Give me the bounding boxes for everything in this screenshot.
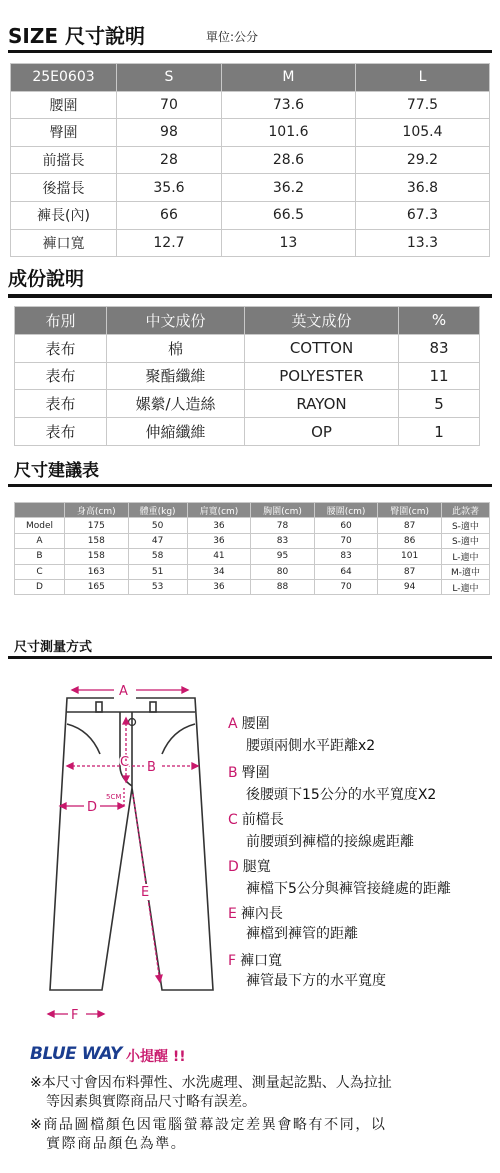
size-header-cell: 25E0603 [11,64,117,92]
table-cell: 70 [314,579,378,594]
table-cell: 83 [399,334,480,362]
table-cell: 86 [378,533,442,548]
table-cell: 5 [399,390,480,418]
table-row [11,201,490,229]
legend-letter: B [228,765,238,781]
size-table [10,63,490,257]
table-cell: 28.6 [221,146,355,174]
legend-desc: 褲管最下方的水平寬度 [246,973,386,989]
table-cell: 28 [117,146,222,174]
diagram-label-b: B [147,760,156,775]
pants-outline [50,698,213,990]
table-cell: C [15,564,65,579]
legend-item-c [228,810,284,830]
composition-section-title: 成份說明 [8,268,85,290]
diagram-label-c: C [120,755,130,770]
table-cell: 後擋長 [11,174,117,202]
legend-desc: 褲檔到褲管的距離 [246,926,358,942]
legend-item-d [228,857,271,877]
table-cell: 36 [187,579,251,594]
pants-measurement-diagram [0,668,220,1028]
size-table-header [11,64,490,92]
legend-desc: 腰頭兩側水平距離x2 [246,738,376,754]
size-unit-label: 單位:公分 [206,30,259,44]
suggest-header-cell: 身高(cm) [65,503,129,518]
table-cell: 50 [128,518,187,533]
suggest-header-cell: 體重(kg) [128,503,187,518]
table-cell: 94 [378,579,442,594]
table-cell: 88 [251,579,315,594]
table-cell: 70 [314,533,378,548]
legend-item-a [228,714,270,734]
suggest-section-title: 尺寸建議表 [14,461,99,481]
table-row [11,119,490,147]
table-cell: 11 [399,362,480,390]
composition-header-cell: 中文成份 [107,307,245,335]
table-cell: 83 [251,533,315,548]
table-row [11,229,490,257]
size-section-rule [8,50,492,53]
note-line: ※商品圖檔顏色因電腦螢幕設定差異會略有不同，以 [30,1117,387,1133]
diagram-label-a: A [119,684,128,699]
table-cell: S-適中 [441,518,489,533]
table-cell: L-適中 [441,549,489,564]
table-cell: 36 [187,533,251,548]
table-cell: OP [245,418,399,446]
suggest-table-header [15,503,490,518]
table-row [15,518,490,533]
table-cell: S-適中 [441,533,489,548]
brand-logo: BLUE WAY [30,1044,122,1064]
table-cell: 67.3 [355,201,489,229]
table-cell: 53 [128,579,187,594]
table-cell: 175 [65,518,129,533]
legend-desc: 前腰頭到褲檔的接線處距離 [246,834,414,850]
composition-table-header [15,307,480,335]
table-cell: 1 [399,418,480,446]
table-row [15,418,480,446]
table-cell: 78 [251,518,315,533]
suggest-header-cell: 胸圍(cm) [251,503,315,518]
table-cell: L-適中 [441,579,489,594]
diagram-label-cm5: 5CM [106,793,122,801]
table-cell: 表布 [15,362,107,390]
table-cell: 12.7 [117,229,222,257]
table-cell: 87 [378,564,442,579]
table-cell: A [15,533,65,548]
table-cell: 158 [65,533,129,548]
table-cell: 64 [314,564,378,579]
table-cell: 163 [65,564,129,579]
table-cell: 98 [117,119,222,147]
table-cell: 66 [117,201,222,229]
table-cell: 表布 [15,390,107,418]
legend-letter: D [228,859,239,875]
table-row [15,533,490,548]
legend-letter: A [228,716,238,732]
suggest-header-cell: 腰圍(cm) [314,503,378,518]
table-cell: 36.8 [355,174,489,202]
legend-item-b [228,763,270,783]
note-line: ※本尺寸會因布料彈性、水洗處理、測量起訖點、人為拉扯 [30,1075,392,1091]
table-cell: Model [15,518,65,533]
diagram-label-d: D [87,800,98,815]
table-row [11,146,490,174]
size-section-title: SIZE 尺寸說明 [8,24,145,48]
note-line: 實際商品顏色為準。 [46,1136,187,1152]
table-cell: 58 [128,549,187,564]
table-cell: 80 [251,564,315,579]
diagram-label-f: F [71,1008,79,1023]
table-cell: 70 [117,91,222,119]
measure-section-rule [8,656,492,659]
table-cell: B [15,549,65,564]
table-row [15,362,480,390]
suggest-section-rule [8,484,492,487]
table-cell: 臀圍 [11,119,117,147]
legend-desc: 褲檔下5公分與褲管接縫處的距離 [246,881,451,897]
table-cell: 13 [221,229,355,257]
table-cell: 66.5 [221,201,355,229]
table-cell: 83 [314,549,378,564]
legend-name: 腿寬 [242,859,271,875]
table-cell: 表布 [15,334,107,362]
suggest-header-cell: 此款著 [441,503,489,518]
table-row [11,174,490,202]
composition-section-rule [8,294,492,298]
reminder-title: 小提醒 !! [126,1049,186,1065]
diagram-label-e: E [141,885,150,900]
table-row [15,390,480,418]
table-cell: 34 [187,564,251,579]
suggest-header-cell [15,503,65,518]
table-cell: 棉 [107,334,245,362]
table-row [15,579,490,594]
reminder-note-2 [30,1116,387,1154]
legend-letter: F [228,953,237,969]
table-cell: 47 [128,533,187,548]
table-cell: 聚酯纖維 [107,362,245,390]
composition-header-cell: % [399,307,480,335]
legend-name: 腰圍 [241,716,270,732]
legend-letter: C [228,812,238,828]
suggest-header-cell: 肩寬(cm) [187,503,251,518]
table-row [15,549,490,564]
size-header-cell: L [355,64,489,92]
table-cell: 41 [187,549,251,564]
table-cell: 褲口寬 [11,229,117,257]
table-cell: 前擋長 [11,146,117,174]
table-cell: 褲長(內) [11,201,117,229]
legend-name: 臀圍 [241,765,270,781]
measure-section-title: 尺寸測量方式 [14,640,93,655]
table-cell: 77.5 [355,91,489,119]
size-header-cell: M [221,64,355,92]
table-cell: 87 [378,518,442,533]
legend-desc: 後腰頭下15公分的水平寬度X2 [246,787,437,803]
composition-header-cell: 英文成份 [245,307,399,335]
table-cell: D [15,579,65,594]
table-cell: 嫘縈/人造絲 [107,390,245,418]
legend-name: 前檔長 [241,812,284,828]
legend-item-f [228,951,282,971]
table-cell: M-適中 [441,564,489,579]
table-cell: POLYESTER [245,362,399,390]
table-cell: 101 [378,549,442,564]
table-cell: RAYON [245,390,399,418]
legend-item-e [228,904,283,924]
table-cell: COTTON [245,334,399,362]
suggest-header-cell: 臀圍(cm) [378,503,442,518]
table-cell: 伸縮纖維 [107,418,245,446]
table-row [15,564,490,579]
suggest-table [14,502,490,595]
composition-header-cell: 布別 [15,307,107,335]
table-row [11,91,490,119]
composition-table [14,306,480,446]
table-cell: 腰圍 [11,91,117,119]
table-cell: 36 [187,518,251,533]
table-row [15,334,480,362]
table-cell: 105.4 [355,119,489,147]
note-line: 等因素與實際商品尺寸略有誤差。 [46,1094,256,1110]
table-cell: 165 [65,579,129,594]
table-cell: 60 [314,518,378,533]
table-cell: 13.3 [355,229,489,257]
table-cell: 表布 [15,418,107,446]
table-cell: 51 [128,564,187,579]
table-cell: 101.6 [221,119,355,147]
table-cell: 95 [251,549,315,564]
legend-name: 褲內長 [240,906,283,922]
table-cell: 73.6 [221,91,355,119]
table-cell: 35.6 [117,174,222,202]
table-cell: 158 [65,549,129,564]
table-cell: 29.2 [355,146,489,174]
reminder-note-1 [30,1074,392,1112]
legend-name: 褲口寬 [240,953,283,969]
size-header-cell: S [117,64,222,92]
legend-letter: E [228,906,237,922]
table-cell: 36.2 [221,174,355,202]
